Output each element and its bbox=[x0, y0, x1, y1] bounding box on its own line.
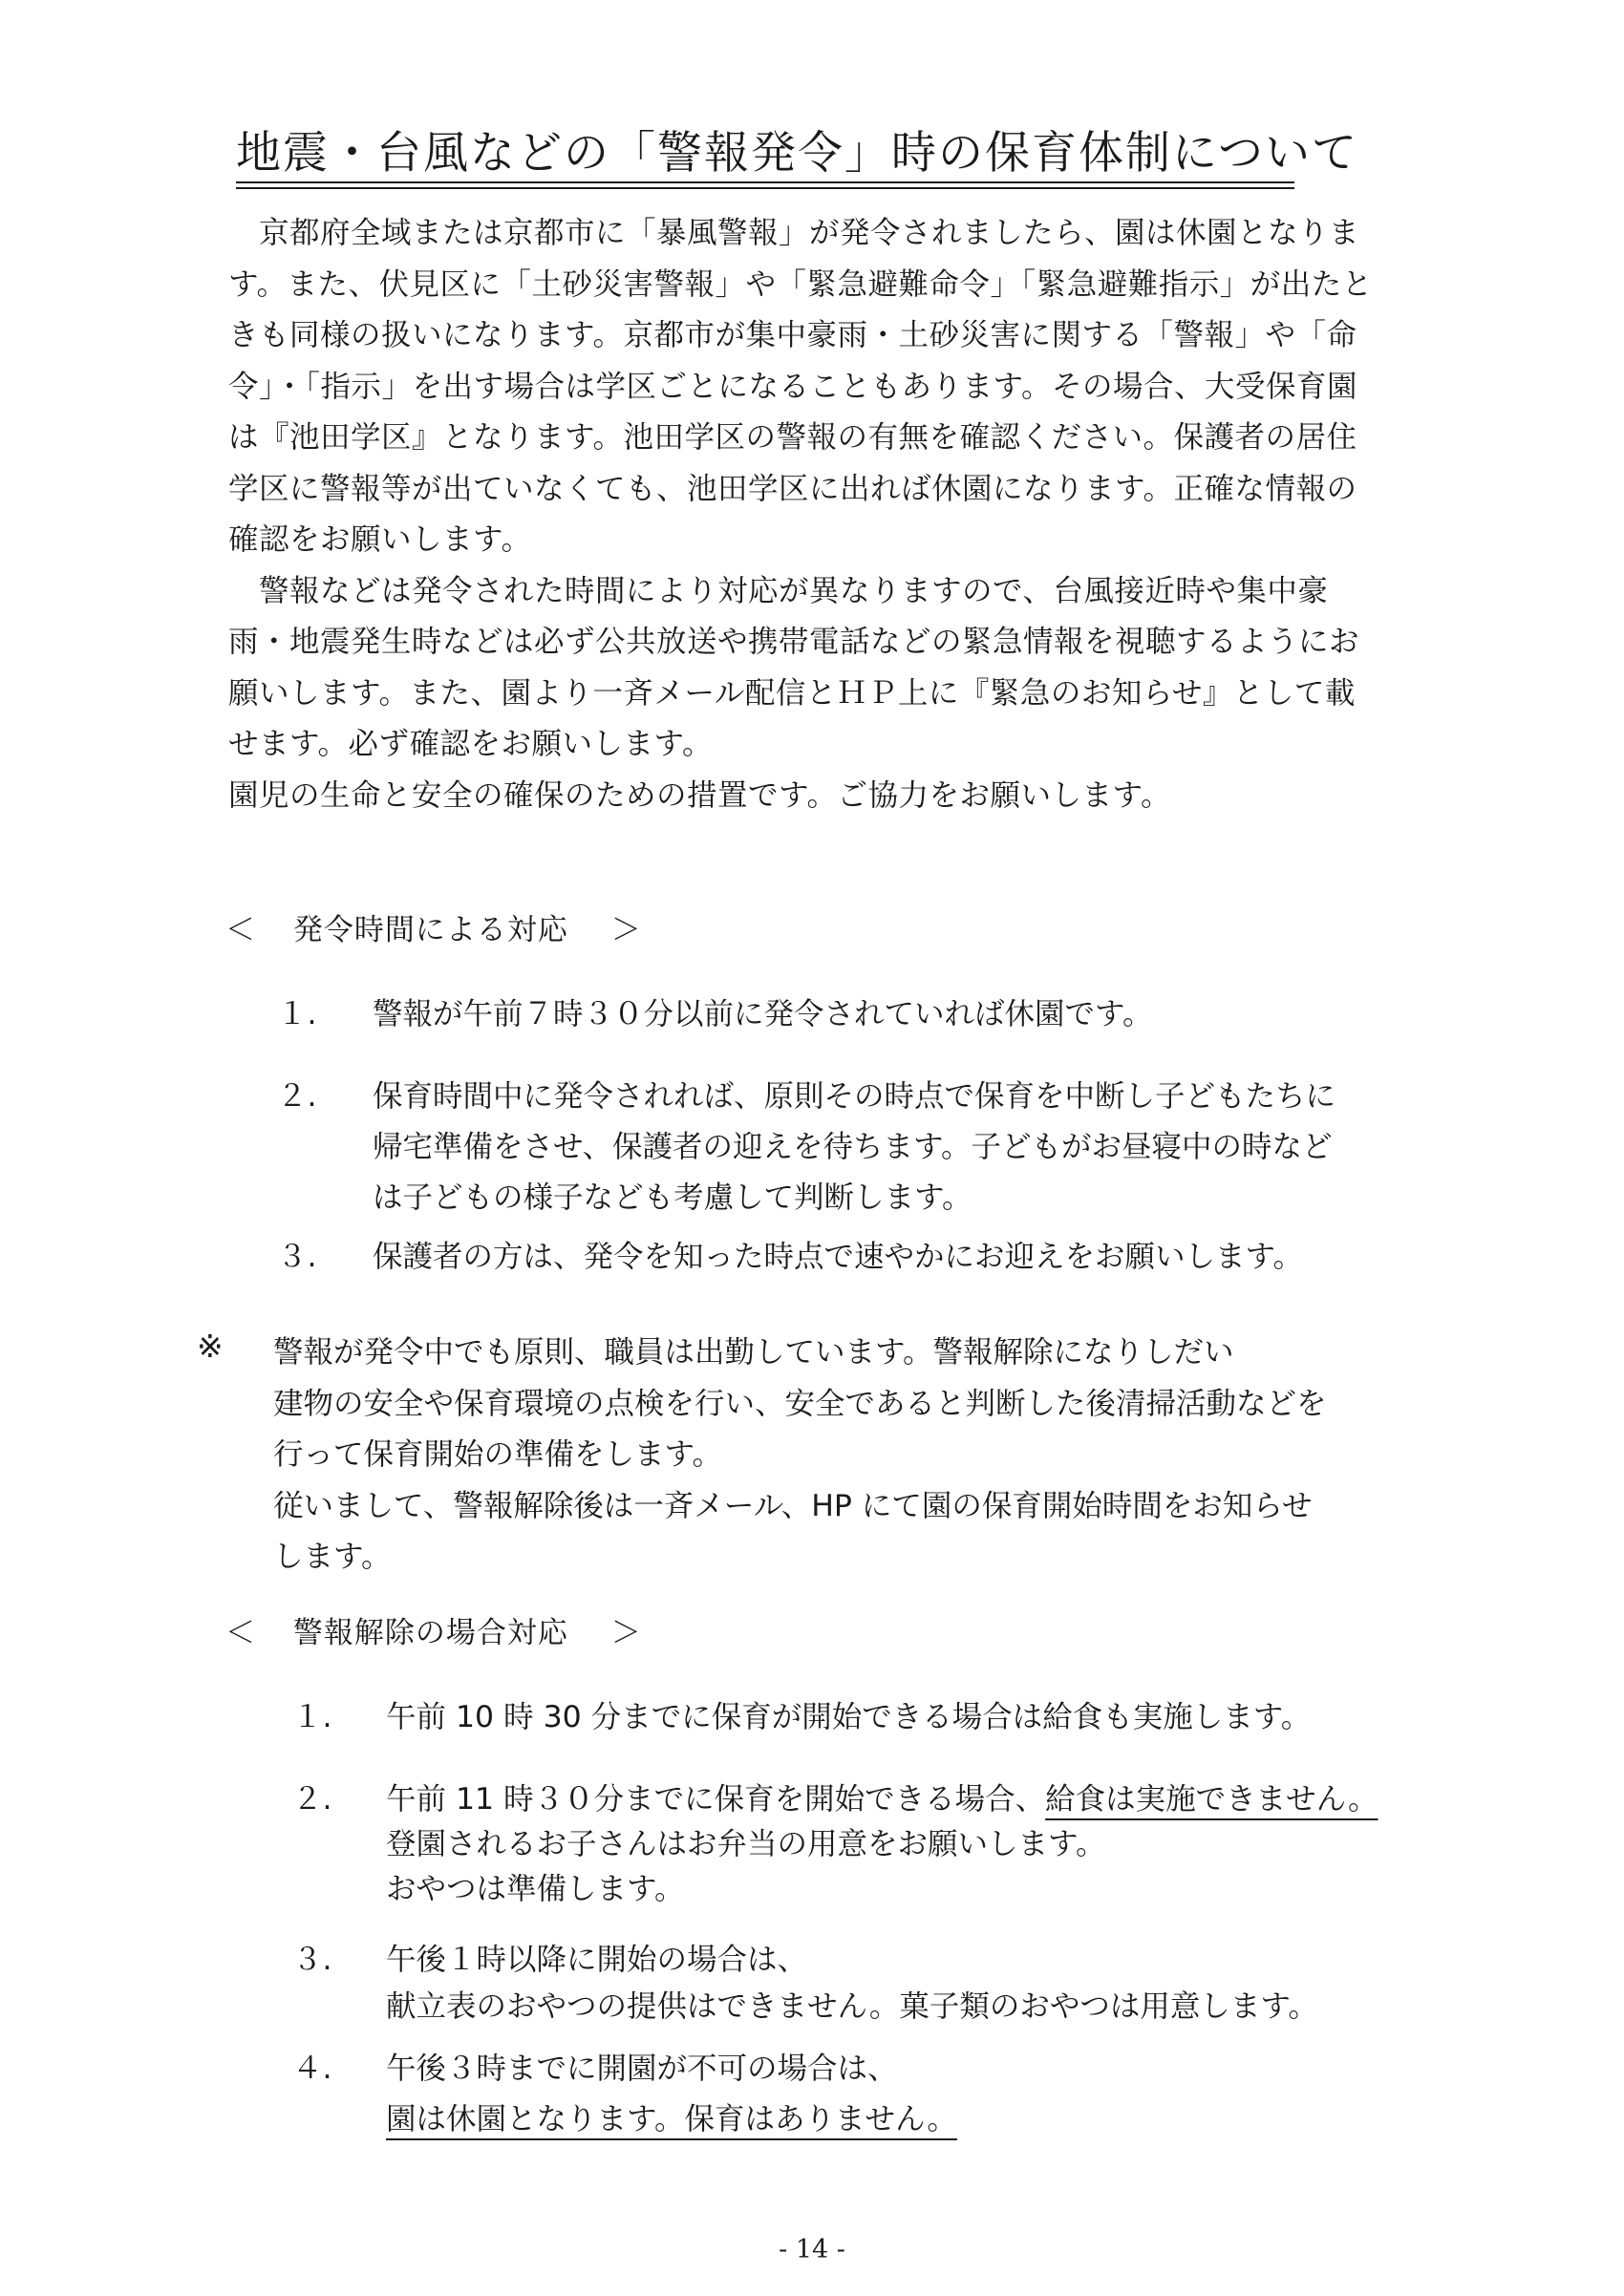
page-number: - 14 - bbox=[779, 2235, 845, 2264]
item-text: 帰宅準備をさせ、保護者の迎えを待ちます。子どもがお昼寝中の時など bbox=[373, 1130, 1333, 1164]
intro-line: 園児の生命と安全の確保のための措置です。ご協力をお願いします。 bbox=[228, 777, 1171, 813]
intro-line: せます。必ず確認をお願いします。 bbox=[228, 727, 713, 761]
item-text: 午前 10 時 30 分までに保育が開始できる場合は給食も実施します。 bbox=[386, 1700, 1312, 1734]
item-number: ３. bbox=[292, 1943, 332, 1977]
item-text: 登園されるお子さんはお弁当の用意をお願いします。 bbox=[386, 1827, 1106, 1861]
note-line: 警報が発令中でも原則、職員は出勤しています。警報解除になりしだい bbox=[273, 1335, 1234, 1370]
section-heading-issuance bbox=[225, 905, 642, 948]
note-line: 行って保育開始の準備をします。 bbox=[273, 1437, 722, 1472]
note-block bbox=[273, 1328, 1327, 1584]
open-bracket: ＜ bbox=[225, 913, 256, 947]
item-text: は子どもの様子なども考慮して判断します。 bbox=[373, 1180, 972, 1215]
section-heading-text: 発令時間による対応 bbox=[292, 913, 568, 947]
intro-line: 令」・「指示」を出す場合は学区ごとになることもあります。その場合、大受保育園 bbox=[228, 369, 1357, 404]
item-text: おやつは準備します。 bbox=[386, 1872, 685, 1906]
section-heading-cancellation bbox=[225, 1608, 642, 1651]
underlined-text: 園は休園となります。保育はありません。 bbox=[386, 2102, 957, 2137]
item-number: １. bbox=[292, 1700, 332, 1734]
intro-paragraph bbox=[228, 208, 1470, 821]
intro-line: 雨・地震発生時などは必ず公共放送や携帯電話などの緊急情報を視聴するようにお bbox=[228, 625, 1360, 659]
item-text: 午前 11 時３０分までに保育を開始できる場合、 bbox=[386, 1782, 1046, 1817]
intro-line: 願いします。また、園より一斉メール配信とＨＰ上に『緊急のお知らせ』として載 bbox=[228, 675, 1356, 711]
item-number: ４. bbox=[292, 2052, 332, 2086]
item-number: ２. bbox=[277, 1079, 317, 1114]
item-text: 保護者の方は、発令を知った時点で速やかにお迎えをお願いします。 bbox=[373, 1240, 1303, 1274]
item-text: 午後１時以降に開始の場合は、 bbox=[386, 1943, 808, 1977]
item-text: 警報が午前７時３０分以前に発令されていれば休園です。 bbox=[373, 997, 1153, 1031]
item-text: 午後３時までに開園が不可の場合は、 bbox=[386, 2052, 898, 2086]
intro-line: きも同様の扱いになります。京都市が集中豪雨・土砂災害に関する「警報」や「命 bbox=[228, 318, 1357, 352]
intro-line: 学区に警報等が出ていなくても、池田学区に出れば休園になります。正確な情報の bbox=[228, 471, 1357, 506]
close-bracket: ＞ bbox=[610, 913, 642, 947]
item-text: 献立表のおやつの提供はできません。菓子類のおやつは用意します。 bbox=[386, 1989, 1318, 2024]
intro-line: 警報などは発令された時間により対応が異なりますので、台風接近時や集中豪 bbox=[228, 573, 1329, 608]
page-title: 地震・台風などの「警報発令」時の保育体制について bbox=[236, 127, 1359, 180]
note-line: 建物の安全や保育環境の点検を行い、安全であると判断した後清掃活動などを bbox=[273, 1386, 1327, 1421]
close-bracket: ＞ bbox=[610, 1616, 642, 1650]
item-number: １. bbox=[277, 997, 317, 1031]
underlined-text: 給食は実施できません。 bbox=[1045, 1782, 1378, 1817]
intro-line: す。また、伏見区に「土砂災害警報」や「緊急避難命令」「緊急避難指示」が出たと bbox=[228, 266, 1373, 302]
open-bracket: ＜ bbox=[225, 1616, 256, 1650]
intro-line: 確認をお願いします。 bbox=[228, 522, 532, 557]
title-underline-2 bbox=[236, 187, 1294, 189]
item-text: 保育時間中に発令されれば、原則その時点で保育を中断し子どもたちに bbox=[373, 1079, 1336, 1114]
item-number: ２. bbox=[292, 1782, 332, 1817]
title-underline-1 bbox=[236, 181, 1294, 183]
item-number: ３. bbox=[277, 1240, 317, 1274]
note-line: 従いまして、警報解除後は一斉メール、HP にて園の保育開始時間をお知らせ bbox=[273, 1488, 1313, 1523]
intro-line: 京都府全域または京都市に「暴風警報」が発令されましたら、園は休園となりま bbox=[228, 216, 1360, 250]
intro-line: は『池田学区』となります。池田学区の警報の有無を確認ください。保護者の居住 bbox=[228, 420, 1357, 455]
section-heading-text: 警報解除の場合対応 bbox=[292, 1616, 568, 1650]
note-mark: ※ bbox=[197, 1328, 224, 1365]
note-line: します。 bbox=[273, 1540, 392, 1574]
